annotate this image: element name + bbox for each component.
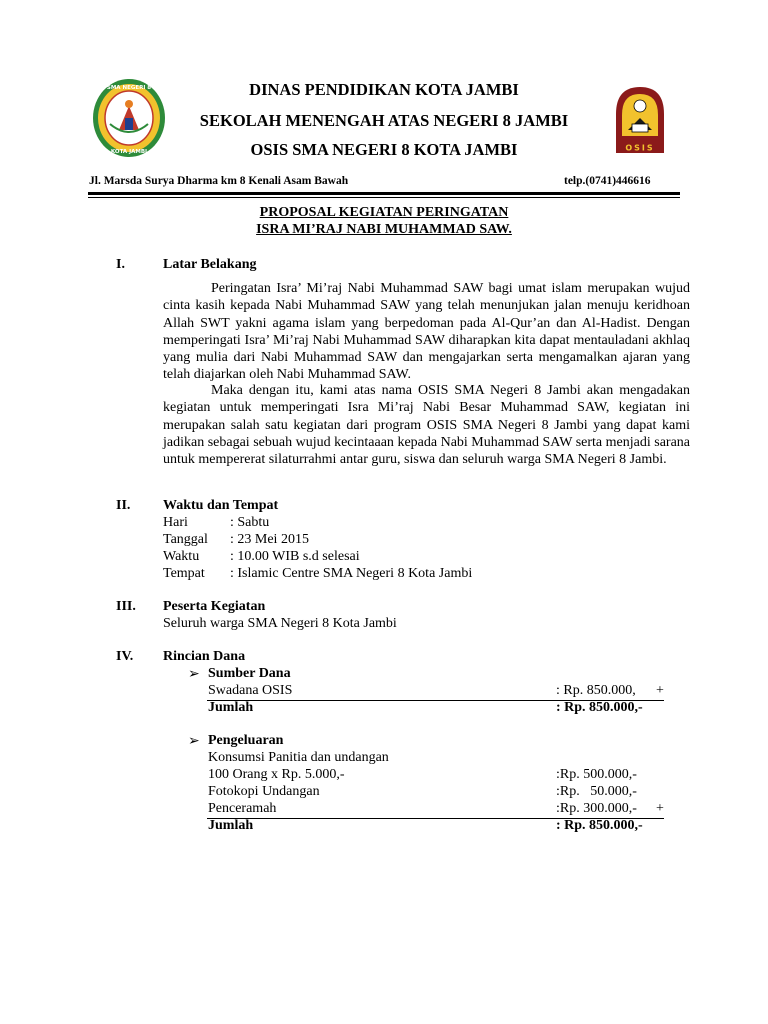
section4-heading: Rincian Dana	[163, 649, 246, 664]
pengeluaran-total-label: Jumlah	[208, 818, 254, 833]
left-logo-top-text: SMA NEGERI 8	[106, 85, 152, 91]
section3-text: Seluruh warga SMA Negeri 8 Kota Jambi	[163, 616, 397, 631]
section2-heading: Waktu dan Tempat	[163, 498, 279, 513]
section1-paragraph2: Maka dengan itu, kami atas nama OSIS SMA Negeri 8 Jambi akan mengadakan kegiatan untuk memperingati Isra Mi’raj Nabi Besar Muhammad SAW, kegiatan ini merupakan salah satu kegiatan dari program OSIS SMA Negeri 8 Jambi yang dapat kami jadikan sebagai sebuah wujud kecintaaan kepada Nabi Muhammad SAW serta menjadi sarana untuk mempererat silaturrahmi antar guru, siswa dan seluruh warga SMA Negeri 8 Jambi.	[163, 383, 690, 468]
sumber-total-label: Jumlah	[208, 700, 254, 715]
expense-label: Penceramah	[208, 801, 277, 816]
section2-number: II.	[116, 498, 131, 513]
expense-label: Fotokopi Undangan	[208, 784, 320, 799]
schedule-value-tempat: : Islamic Centre SMA Negeri 8 Kota Jambi	[230, 566, 473, 581]
header-osis: OSIS SMA NEGERI 8 KOTA JAMBI	[250, 140, 518, 159]
header-agency: DINAS PENDIDIKAN KOTA JAMBI	[249, 80, 519, 99]
proposal-title-line1: PROPOSAL KEGIATAN PERINGATAN	[259, 205, 509, 220]
sumber-item-label: Swadana OSIS	[208, 683, 293, 698]
left-logo-bottom-text: KOTA JAMBI	[110, 149, 148, 155]
schedule-value-waktu: : 10.00 WIB s.d selesai	[230, 549, 360, 564]
schedule-label-tanggal: Tanggal	[163, 532, 208, 547]
sumber-dana-heading: Sumber Dana	[208, 666, 291, 681]
schedule-value-hari: : Sabtu	[230, 515, 270, 530]
sumber-item-amount: : Rp. 850.000,	[556, 683, 636, 698]
section1-number: I.	[116, 257, 125, 272]
pengeluaran-plus-sign: +	[656, 801, 664, 816]
section3-heading: Peserta Kegiatan	[163, 599, 266, 614]
osis-logo-text: OSIS	[625, 143, 655, 153]
bullet-arrow-icon: ➢	[188, 667, 200, 682]
header-divider-thin	[88, 197, 680, 198]
schedule-value-tanggal: : 23 Mei 2015	[230, 532, 309, 547]
sumber-total-amount: : Rp. 850.000,-	[556, 700, 643, 715]
header-school: SEKOLAH MENENGAH ATAS NEGERI 8 JAMBI	[199, 111, 569, 130]
section3-number: III.	[116, 599, 136, 614]
header-address: Jl. Marsda Surya Dharma km 8 Kenali Asam Bawah	[89, 175, 349, 187]
expense-amount: :Rp. 500.000,-	[556, 767, 637, 782]
expense-amount: :Rp. 300.000,-	[556, 801, 637, 816]
expense-amount: :Rp. 50.000,-	[556, 784, 637, 799]
schedule-label-tempat: Tempat	[163, 566, 205, 581]
section1-paragraph1: Peringatan Isra’ Mi’raj Nabi Muhammad SAW bagi umat islam merupakan wujud cinta kasih kepada Nabi Muhammad SAW yang telah menunjukan jalan menuju keridhoan Allah SWT yakni agama islam yang berpedoman pada Al-Qur’an dan Al-Hadist. Dengan memperingati Isra’ Mi’raj Nabi Muhammad SAW diharapkan kita dapat mentauladani akhlaq yang mulia dari Nabi Muhammad SAW dan mengajarkan serta mengamalkan ajaran yang telah diajarkan oleh Nabi Muhammad SAW.	[163, 281, 690, 383]
expense-label: 100 Orang x Rp. 5.000,-	[208, 767, 345, 782]
header-phone: telp.(0741)446616	[564, 175, 651, 187]
bullet-arrow-icon: ➢	[188, 734, 200, 749]
schedule-label-waktu: Waktu	[163, 549, 200, 564]
proposal-title-line2: ISRA MI’RAJ NABI MUHAMMAD SAW.	[256, 222, 512, 237]
schedule-label-hari: Hari	[163, 515, 188, 530]
pengeluaran-total-amount: : Rp. 850.000,-	[556, 818, 643, 833]
section4-number: IV.	[116, 649, 134, 664]
sumber-plus-sign: +	[656, 683, 664, 698]
section1-heading: Latar Belakang	[163, 257, 257, 272]
header-divider-thick	[88, 192, 680, 195]
pengeluaran-heading: Pengeluaran	[208, 733, 284, 748]
pengeluaran-subheading: Konsumsi Panitia dan undangan	[208, 750, 389, 765]
